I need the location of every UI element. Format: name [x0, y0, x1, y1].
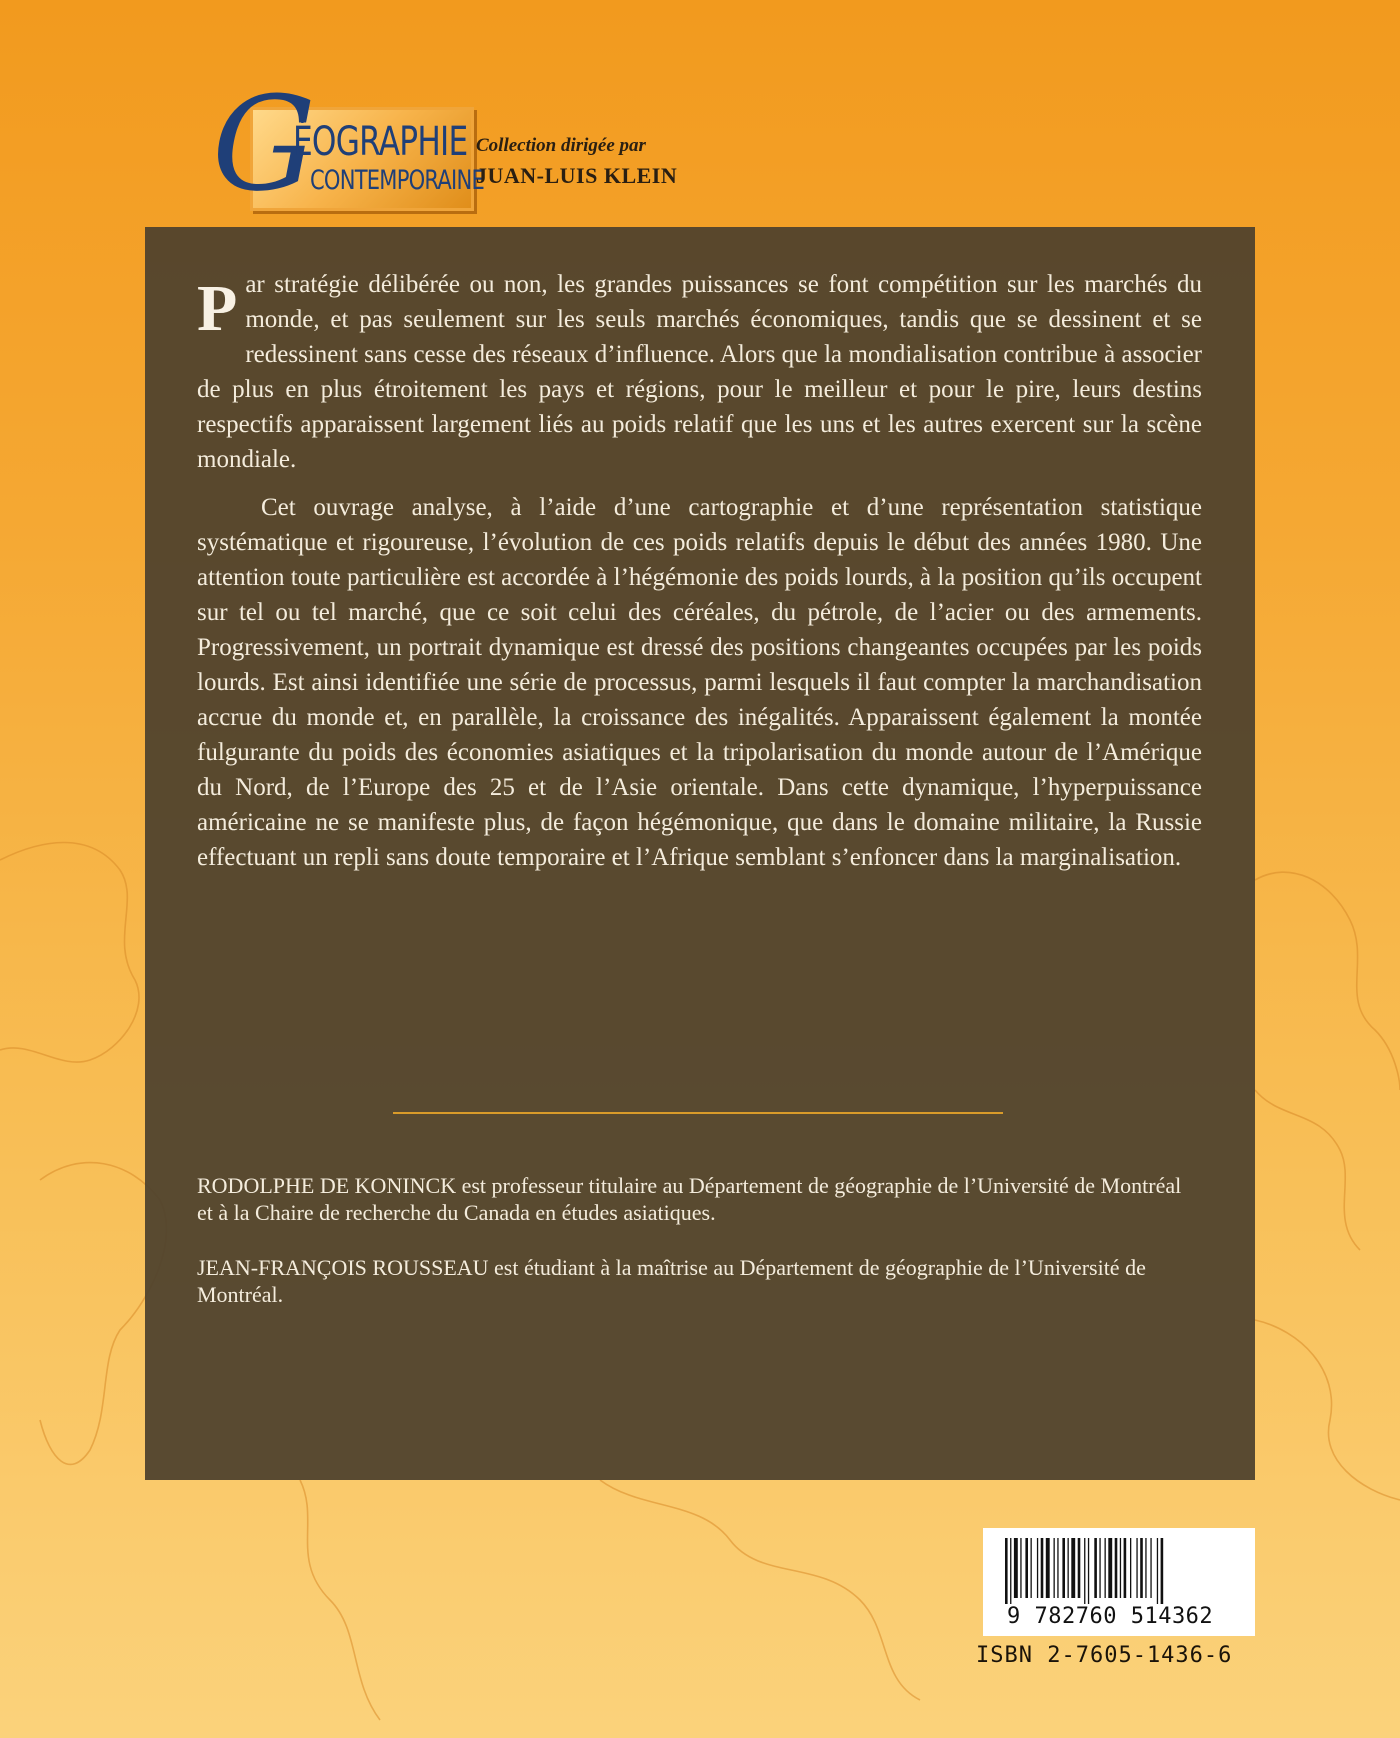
barcode-bar — [1031, 1538, 1032, 1598]
barcode-bar — [1025, 1538, 1028, 1598]
summary-paragraph-1 — [197, 267, 1202, 477]
barcode-bar — [1041, 1538, 1044, 1598]
barcode-bar — [1057, 1538, 1058, 1598]
collection-director: JUAN-LUIS KLEIN — [476, 163, 678, 188]
summary-paragraph-1-text: ar stratégie délibérée ou non, les grandes puissances se font compétition sur les marchés du monde, et pas seulement sur les seuls marchés économiques, tandis que se dessinent et se redessinent sans cesse des réseaux d’influence. Alors que la mondialisation contribue à associer de plus en plus étroitement les pays et régions, pour le meilleur et pour le pire, leurs destins respectifs apparaissent largement liés au poids relatif que les uns et les autres exercent sur la scène mondiale. — [197, 271, 1202, 473]
book-summary — [197, 267, 1202, 875]
barcode-bar — [1062, 1538, 1065, 1598]
author-text-1: est professeur titulaire au Département de géographie de l’Université de Montréal et à la Chaire de recherche du Canada en études asiatiques. — [197, 1173, 1182, 1225]
logo-line-contemporaine: CONTEMPORAINE — [310, 165, 484, 196]
divider-line — [393, 1112, 1003, 1114]
barcode-bar — [1010, 1538, 1011, 1604]
barcode — [983, 1528, 1255, 1636]
collection-logo — [210, 68, 484, 220]
barcode-bar — [1094, 1538, 1097, 1598]
logo-line-geographie: ÉOGRAPHIE — [293, 119, 468, 165]
logo-initial: G — [212, 68, 316, 220]
barcode-bar — [1124, 1538, 1127, 1598]
barcode-bar — [1130, 1538, 1131, 1598]
drop-cap: P — [197, 272, 238, 345]
barcode-bar — [1150, 1538, 1151, 1598]
barcode-bar — [1120, 1538, 1121, 1598]
isbn-number: ISBN 2-7605-1436-6 — [976, 1643, 1233, 1668]
barcode-bar — [1088, 1538, 1089, 1604]
author-bios — [197, 1172, 1202, 1336]
barcode-bar — [1099, 1538, 1100, 1598]
barcode-bar — [1140, 1538, 1143, 1598]
barcode-bar — [1084, 1538, 1085, 1604]
summary-paragraph-2: Cet ouvrage analyse, à l’aide d’une cartographie et d’une représentation statistique systématique et rigoureuse, l’évolution de ces poids relatifs depuis le début des années 1980. Une attention toute particulière est accordée à l’hégémonie des poids lourds, à la position qu’ils occupent sur tel ou tel marché, que ce soit celui des céréales, du pétrole, de l’acier ou des armements. Progressivement, un portrait dynamique est dressé des positions changeantes occupées par les poids lourds. Est ainsi identifiée une série de processus, parmi lesquels il faut compter la marchandisation accrue du monde et, en parallèle, la croissance des inégalités. Apparaissent également la montée fulgurante du poids des économies asiatiques et la tripolarisation du monde autour de l’Amérique du Nord, de l’Europe des 25 et de l’Asie orientale. Dans cette dynamique, l’hyperpuissance américaine ne se manifeste plus, de façon hégémonique, que dans le domaine militaire, la Russie effectuant un repli sans doute temporaire et l’Afrique semblant s’enfoncer dans la marginalisation. — [197, 494, 1202, 871]
barcode-bar — [1071, 1538, 1075, 1598]
barcode-bar — [1005, 1538, 1008, 1604]
author-bio-1 — [197, 1172, 1202, 1226]
barcode-bars — [1001, 1538, 1237, 1604]
barcode-bar — [1161, 1538, 1164, 1604]
barcode-bar — [1136, 1538, 1137, 1598]
barcode-bar — [1105, 1538, 1106, 1598]
barcode-bar — [1068, 1538, 1069, 1598]
barcode-bar — [1020, 1538, 1021, 1598]
author-text-2: est étudiant à la maîtrise au Département de géographie de l’Université de Montréal. — [197, 1255, 1146, 1307]
barcode-bar — [1115, 1538, 1118, 1598]
collection-label: Collection dirigée par — [476, 135, 646, 156]
author-bio-2 — [197, 1254, 1202, 1308]
barcode-bar — [1078, 1538, 1081, 1598]
barcode-bar — [1145, 1538, 1146, 1598]
collection-credit — [476, 135, 677, 189]
barcode-digits: 9 782760 514362 — [1007, 1604, 1214, 1629]
barcode-bar — [1157, 1538, 1158, 1604]
author-name-2: JEAN-FRANÇOIS ROUSSEAU — [197, 1255, 489, 1280]
summary-panel — [145, 227, 1255, 1480]
barcode-bar — [1046, 1538, 1050, 1598]
author-name-1: RODOLPHE DE KONINCK — [197, 1173, 457, 1198]
barcode-bar — [1014, 1538, 1018, 1598]
barcode-bar — [1037, 1538, 1038, 1598]
barcode-bar — [1054, 1538, 1055, 1598]
barcode-bar — [1108, 1538, 1112, 1598]
